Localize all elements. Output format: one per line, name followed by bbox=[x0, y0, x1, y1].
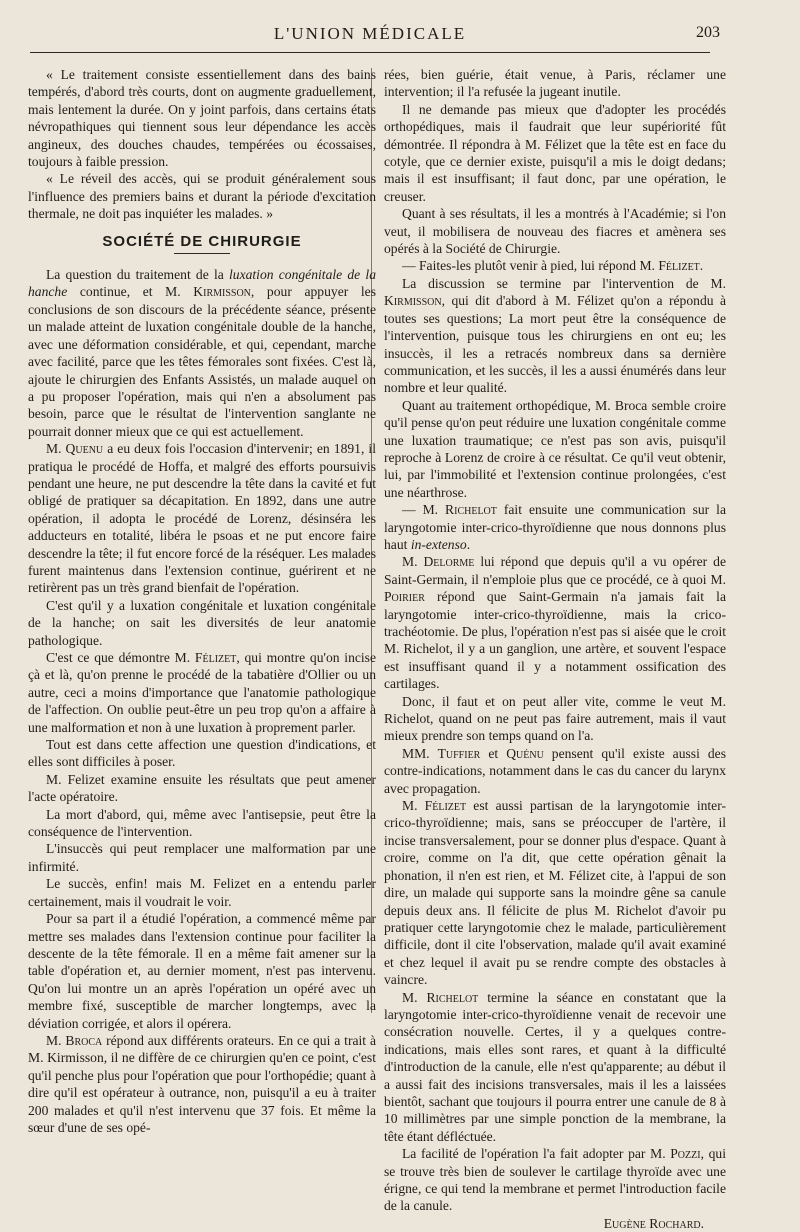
text-run: MM. bbox=[402, 745, 438, 761]
text-run: La facilité de l'opération l'a fait adopter par M. bbox=[402, 1146, 671, 1162]
paragraph bbox=[384, 257, 726, 274]
surgeon-name: Richelot bbox=[445, 502, 497, 518]
paragraph: « Le traitement consiste essentiellement dans des bains tempérés, d'abord très courts, dont on augmente graduellement, mais lentement la durée. On y joint parfois, dans certains états névropathiques qui tiennent sous leur dépendance les accès angineux, des douches chaudes, tempérées ou écossaises, toujours à faible pression. bbox=[28, 67, 376, 170]
surgeon-name: Quenu bbox=[65, 441, 104, 457]
surgeon-name: Richelot bbox=[426, 989, 479, 1005]
text-run: a eu deux fois l'occasion d'intervenir; en 1891, il pratiqua le procédé de Hoffa, et malgré des efforts poursuivis pendant une heure, ne put descendre la tête dans la cavité et fut obligé de pratiquer sa décapitation. En 1892, dans une autre opération, il adopta le procédé de Lorenz, désinséra les adducteurs en totalité, libéra le psoas et ne put encore faire descendre la tête; il fut encore forcé de la réséquer. Les malades furent maintenus dans l'extension continue, guérirent et ne retirèrent pas un très grand bienfait de l'opération. bbox=[28, 441, 376, 596]
paragraph: Il ne demande pas mieux que d'adopter les procédés orthopédiques, mais il faudrait que leur supériorité fût démontrée. Il répondra à M. Félizet que la tête est en face du cotyle, que ce dernier existe, puisqu'il a mis le doigt dedans; mais il est insuffisant; il faut donc, par une opération, le creuser. bbox=[384, 101, 726, 204]
text-run: lui répond que depuis qu'il a vu opérer de Saint-Germain, il n'emploie plus que ce procédé, ce à quoi M. bbox=[384, 554, 726, 587]
title-rule bbox=[174, 253, 230, 254]
text-run: M. bbox=[46, 1032, 66, 1048]
running-title: L'UNION MÉDICALE bbox=[273, 24, 467, 43]
text-run: répond que Saint-Germain n'a jamais fait la laryngotomie inter-crico-thyroïdienne, mais la crico-trachéotomie. De plus, l'opération n'est pas si aisée que le croit M. Richelot, il y a un ganglion, une artère, et souvent l'espace est insuffisant quand il y a notamment ossification des cartilages. bbox=[384, 589, 726, 692]
paragraph bbox=[384, 1145, 726, 1215]
page-header bbox=[30, 22, 720, 53]
paragraph bbox=[28, 1032, 376, 1136]
text-run: M. bbox=[402, 989, 427, 1005]
italic-term: in-extenso bbox=[410, 536, 467, 552]
surgeon-name: Félizet bbox=[424, 798, 467, 814]
surgeon-name: Broca bbox=[65, 1032, 103, 1048]
surgeon-name: Félizet bbox=[194, 650, 237, 665]
paragraph bbox=[384, 275, 726, 397]
surgeon-name: Félizet bbox=[658, 258, 700, 274]
paragraph bbox=[384, 745, 726, 797]
surgeon-name: Quénu bbox=[506, 745, 544, 761]
paragraph: M. Felizet examine ensuite les résultats que peut amener l'acte opératoire. bbox=[28, 771, 376, 805]
paragraph: L'insuccès qui peut remplacer une malformation par une infirmité. bbox=[28, 841, 376, 874]
text-run: et bbox=[480, 745, 507, 761]
paragraph bbox=[384, 797, 726, 988]
italic-term: luxation congénitale de la hanche bbox=[28, 267, 376, 300]
surgeon-name: Pozzi bbox=[670, 1146, 701, 1162]
paragraph bbox=[28, 266, 376, 440]
text-run: M. bbox=[402, 554, 424, 570]
page-number: 203 bbox=[696, 24, 720, 41]
text-run: pensent qu'il existe aussi des contre-indications, notamment dans le cas du cancer du larynx avec propagation. bbox=[384, 745, 726, 796]
paragraph: La mort d'abord, qui, même avec l'antisepsie, peut être la conséquence de l'intervention. bbox=[28, 806, 376, 840]
text-run: répond aux différents orateurs. En ce qui a trait à M. Kirmisson, il ne diffère de ce chirurgien qu'en ce point, c'est qu'il penche plus pour l'opération que pour l'orthopédie; quant à dire qu'il est opérateur à outrance, non, puisqu'il a eu à traiter 200 malades et qu'il n'est intervenu que 37 fois. Et même la sœur d'une de ses opé- bbox=[28, 1032, 376, 1135]
text-run: . bbox=[699, 258, 704, 274]
surgeon-name: Kirmisson bbox=[384, 293, 442, 309]
author-signature: Eugène Rochard. bbox=[603, 1215, 704, 1231]
paragraph bbox=[28, 649, 376, 736]
paragraph bbox=[384, 553, 726, 692]
surgeon-name: Poirier bbox=[384, 589, 425, 605]
paragraph bbox=[28, 440, 376, 597]
text-run: La discussion se termine par l'intervention de M. bbox=[402, 275, 726, 291]
section-title: SOCIÉTÉ DE CHIRURGIE bbox=[102, 232, 302, 250]
surgeon-name: Tuffier bbox=[437, 745, 481, 761]
text-run: continue, et M. bbox=[67, 284, 194, 300]
paragraph: C'est qu'il y a luxation congénitale et luxation congénitale de la hanche; on sait les diversités de leur anatomie pathologique. bbox=[28, 597, 376, 648]
text-run: — Faites-les plutôt venir à pied, lui répond M. bbox=[402, 258, 659, 274]
text-run: . bbox=[466, 536, 471, 552]
paragraph: Quant au traitement orthopédique, M. Broca semble croire qu'il pense qu'on peut réduire une luxation congénitale comme une luxation traumatique; ce n'est pas son avis, puisqu'il reproche à Lorenz de croire à ce résultat. Ce qu'il veut obtenir, lui, par l'immobilité et l'extension continue prolongées, c'est une néarthrose. bbox=[384, 397, 726, 500]
text-run: — M. bbox=[402, 502, 446, 518]
paragraph bbox=[384, 501, 726, 553]
paragraph: Le succès, enfin! mais M. Felizet en a entendu parler certainement, mais il voudrait le voir. bbox=[28, 876, 376, 909]
paragraph: Tout est dans cette affection une question d'indications, et elles sont difficiles à poser. bbox=[28, 737, 376, 770]
text-run: , qui dit d'abord à M. Félizet qu'on a répondu à toutes ses questions; La mort peut être la conséquence de l'intervention, puisque tous les chirurgiens en ont eu; les insuccès, il les a retracés nombreux dans sa dernière communication, et les succès, il les a aussi énumérés dans leur nombre et leur qualité. bbox=[384, 293, 726, 396]
paragraph: Quant à ses résultats, il les a montrés à l'Académie; si l'on veut, il mobilisera de nouveau des fiacres et amènera ses opérés à la Société de Chirurgie. bbox=[384, 206, 726, 257]
paragraph: Pour sa part il a étudié l'opération, a commencé même par mettre ses malades dans l'extension continue pour faciliter la descente de la tête fémorale. Il en a même fait amener sur la table d'opération et, au dernier moment, n'est pas intervenu. Qu'on lui montre un an après l'opération un opéré avec un membre fixé, susceptible de marcher longtemps, avec la déviation corrigée, et alors il opérera. bbox=[28, 911, 376, 1031]
text-run: , pour appuyer les conclusions de son discours de la précédente séance, présente un malade atteint de luxation congénitale double de la hanche, avec une déformation considérable, et qui, cependant, marche avec facilité, parce que les têtes fémorales sont fixées. C'est là, ajoute le chirurgien des Enfants Assistés, un malade auquel on a pu proposer l'opération, mais qui n'en a absolument pas besoin, parce que le résultat de l'intervention sanglante ne pourrait donner mieux que ce qui est actuellement. bbox=[28, 284, 376, 439]
text-run: La question du traitement de la bbox=[46, 267, 229, 283]
surgeon-name: Delorme bbox=[423, 554, 475, 570]
left-column bbox=[28, 66, 376, 1136]
text-run: est aussi partisan de la laryngotomie inter-crico-thyroïdienne; mais, sans se préoccuper de l'artère, il incise transversalement, pour se donner plus d'espace. Quant à croire, comme on l'a dit, que cette opération gênait la phonation, il n'en est rien, et M. Félizet cite, à l'appui de son dire, un malade qui supporte sans la moindre gêne sa canule depuis deux ans. Il félicite de plus M. Richelot d'avoir pu pratiquer cette laryngotomie chez le malade, particulièrement difficile, dont il cite l'observation, malade qu'il avait examiné et chez lequel il avait pu se rendre compte des obstacles à vaincre. bbox=[384, 798, 726, 988]
paragraph: « Le réveil des accès, qui se produit généralement sous l'influence des premiers bains et durant la période d'excitation thermale, ne doit pas inquiéter les malades. » bbox=[28, 171, 376, 222]
paragraph bbox=[384, 989, 726, 1146]
text-run: M. bbox=[46, 441, 66, 457]
paragraph: Donc, il faut et on peut aller vite, comme le veut M. Richelot, quand on ne peut pas faire autrement, mais il vaut mieux prendre son temps quand on l'a. bbox=[384, 693, 726, 744]
text-run: fait ensuite une communication sur la laryngotomie inter-crico-thyroïdienne que nous donnons plus haut bbox=[384, 502, 726, 552]
text-run: M. bbox=[402, 798, 425, 814]
surgeon-name: Kirmisson bbox=[193, 284, 251, 300]
text-run: , qui montre qu'on incise çà et là, qu'on prenne le procédé de la tabatière d'Ollier ou un autre, ceci a moins d'importance que l'anatomie pathologique de l'affection. On oublie peut-être un peu trop qu'on a affaire à une malformation et non à une luxation à proprement parler. bbox=[28, 650, 377, 735]
text-run: , qui se trouve très bien de soulever le cartilage thyroïde avec une érigne, ce qui tend la membrane et permet l'introduction facile de la canule. bbox=[384, 1146, 727, 1214]
text-run: C'est ce que démontre M. bbox=[46, 650, 195, 665]
right-column bbox=[384, 66, 726, 1232]
text-run: termine la séance en constatant que la laryngotomie inter-crico-thyroïdienne venait de recevoir une consécration nouvelle. Certes, il y a quelques contre-indications, mais elles sont rares, et quant à la difficulté d'introduction de la canule, elle n'est qu'apparente; au début il a aussi fait des incisions transversales, mais il les a laissées bientôt, sachant que toujours il pourra entrer une canule de 8 à 10 millimètres par une simple ponction de la membrane, la tête étant défléctuée. bbox=[384, 989, 726, 1144]
paragraph: rées, bien guérie, était venue, à Paris, réclamer une intervention; il l'a refusée la jugeant inutile. bbox=[384, 67, 726, 100]
